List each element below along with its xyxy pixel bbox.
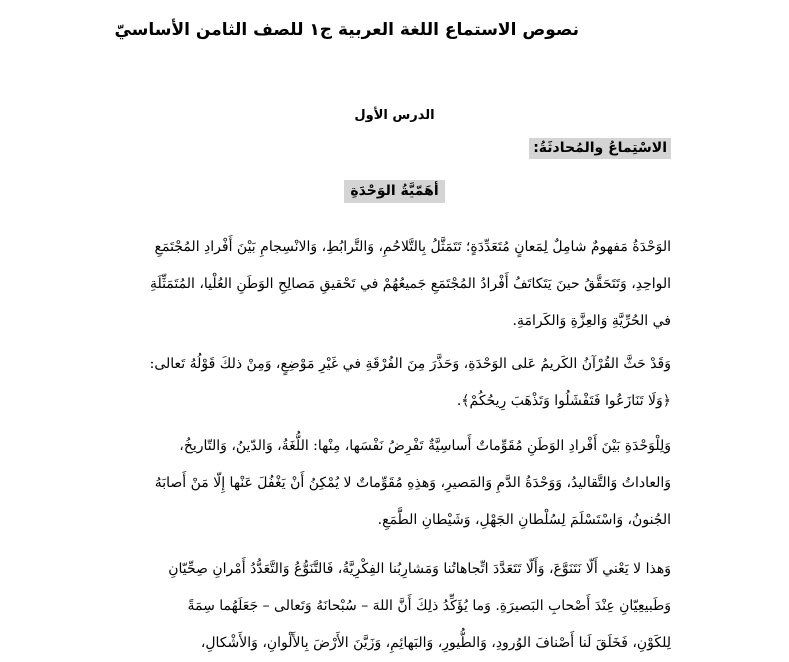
paragraph-line: وَهذا لا يَعْني أَلّا نَتَنَوَّعَ، وَأَلّا تَتَعَدَّدَ اتِّجاهاتُنا وَمَشارِبُنا الفِكْرِيَّةُ، فَالتَّنَوُّعُ وَالتَّعَدُّدُ أَمْرانِ صِحِّيّانِ bbox=[168, 561, 671, 577]
paragraph-line: الوَحْدَةُ مَفهومٌ شامِلٌ لِمَعانٍ مُتَعَدِّدَةٍ؛ تَتَمَثَّلُ بِالتَّلاحُمِ، وَالتَّرابُطِ، وَالانْسِجامِ بَيْنَ أَفْرادِ المُجْتَمَعِ bbox=[154, 239, 671, 255]
topic-heading-wrapper bbox=[0, 180, 789, 203]
paragraph-3 bbox=[119, 428, 671, 539]
document-title: نصوص الاستماع اللغة العربية ج١ للصف الثامن الأساسيّ bbox=[114, 20, 579, 40]
paragraph-line: وَقَدْ حَثَّ القُرْآنُ الكَريمُ عَلى الوَحْدَةِ، وَحَذَّرَ مِنَ الفُرْقَةِ في غَيْرِ مَوْضِعٍ، وَمِنْ ذلكَ قَوْلُهُ تَعالى: bbox=[149, 356, 671, 372]
paragraph-1 bbox=[119, 229, 671, 340]
paragraph-line: وَطَبيعِيّانِ عِنْدَ أَصْحابِ البَصيرَةِ. وَما يُؤَكِّدُ ذلِكَ أَنَّ اللهَ – سُبْحانَهُ وَتَعالى – جَعَلَهُما سِمَةً bbox=[187, 598, 671, 614]
paragraph-line: لِلكَوْنِ، فَخَلَقَ لَنا أَصْنافَ الوُرودِ، وَالطُّيورِ، وَالبَهائِمِ، وَزَيَّنَ الأَرْضَ بِالأَلْوانِ، وَالأَشْكالِ، bbox=[200, 635, 671, 651]
paragraph-line: وَلِلْوَحْدَةِ بَيْنَ أَفْرادِ الوَطَنِ مُقَوِّماتٌ أَساسِيَّةٌ تَفْرِضُ نَفْسَها، مِنْها: اللُّغَةُ، وَالدّينُ، وَالتّاريخُ، bbox=[179, 438, 671, 454]
section-heading: الاسْتِماعُ والمُحادثَةُ: bbox=[529, 138, 671, 159]
paragraph-4 bbox=[119, 551, 671, 662]
paragraph-2 bbox=[119, 346, 671, 420]
paragraph-line: وَالعاداتُ وَالتَّقاليدُ، وَوَحْدَةُ الدَّمِ وَالمَصيرِ، وَهذِهِ مُقَوِّماتٌ لا يُمْكِنُ أَنْ يَغْفُلَ عَنْها إِلّا مَنْ أَصابَهُ bbox=[154, 475, 671, 491]
paragraph-line: الواحِدِ، وَتَتَحَقَّقُ حينَ يَتَكاتَفُ أَفْرادُ المُجْتَمَعِ جَميعُهُمْ في تَحْقيقِ مَصالِحِ الوَطَنِ العُلْيا، المُتَمَثِّلَةِ bbox=[149, 276, 671, 292]
quran-verse: ﴿وَلَا تَنَازَعُوا فَتَفْشَلُوا وَتَذْهَبَ رِيحُكُمْ﴾. bbox=[456, 393, 671, 409]
topic-heading: أهَمّيَّةُ الوَحْدَةِ bbox=[344, 180, 444, 203]
paragraph-line: الجُنونُ، وَاسْتَسْلَمَ لِسُلْطانِ الجَهْلِ، وَشَيْطانِ الطَّمَعِ. bbox=[377, 512, 671, 528]
paragraph-line: في الحُرِّيَّةِ وَالعِزَّةِ وَالكَرامَةِ. bbox=[512, 313, 671, 329]
lesson-heading: الدرس الأول bbox=[354, 108, 435, 123]
